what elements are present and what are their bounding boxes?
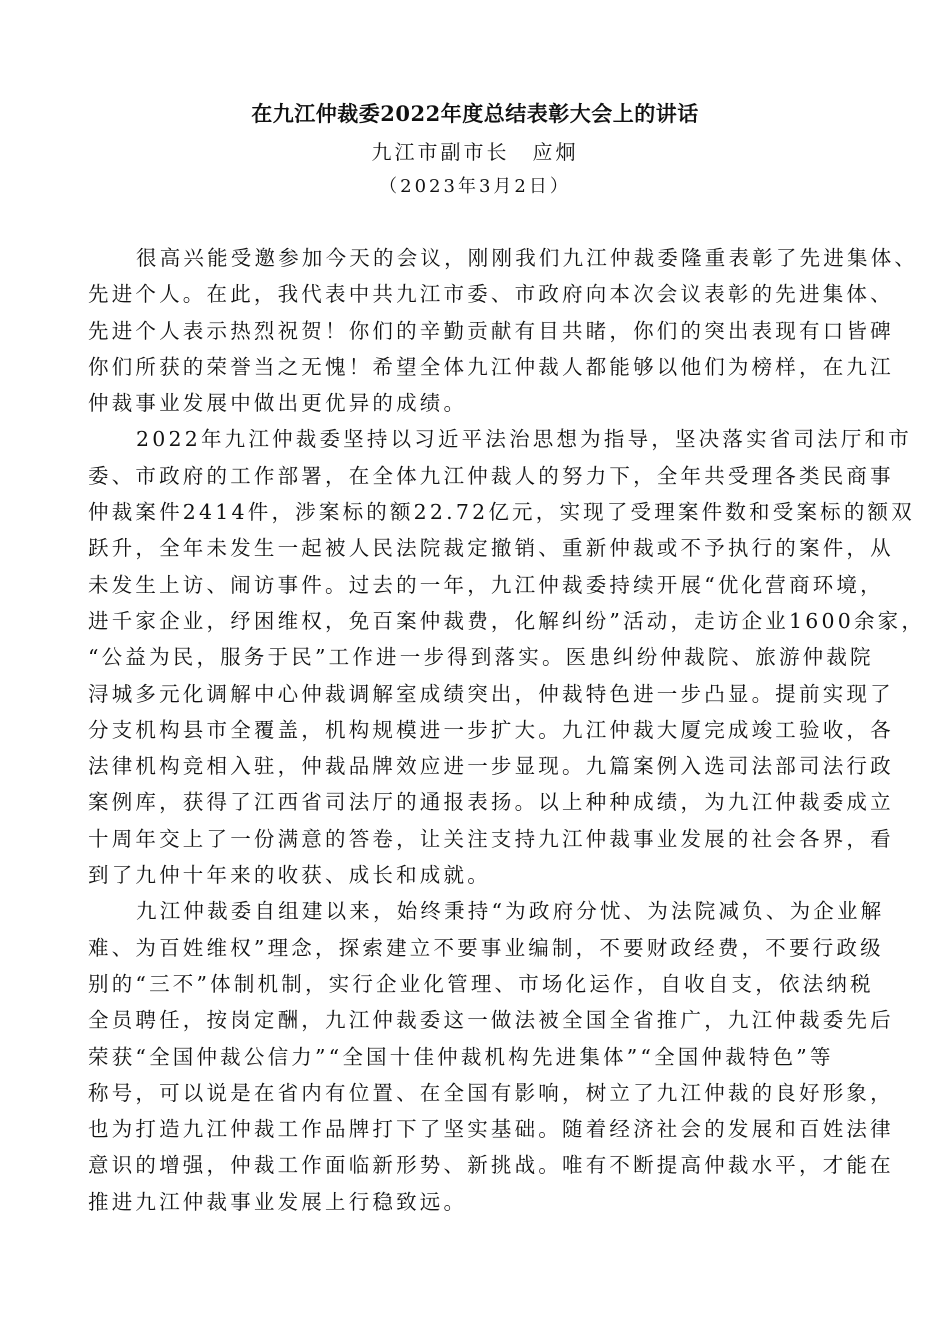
paragraph-line: 荣获“全国仲裁公信力”“全国十佳仲裁机构先进集体”“全国仲裁特色”等 bbox=[88, 1044, 834, 1069]
paragraph-line: 意识的增强，仲裁工作面临新形势、新挑战。唯有不断提高仲裁水平，才能在 bbox=[88, 1153, 894, 1178]
paragraph-line: 案例库，获得了江西省司法厅的通报表扬。以上种种成绩，为九江仲裁委成立 bbox=[88, 790, 894, 815]
paragraph-line: 九江仲裁委自组建以来，始终秉持“为政府分忧、为法院减负、为企业解 bbox=[136, 899, 885, 924]
paragraph-line: 跃升，全年未发生一起被人民法院裁定撤销、重新仲裁或不予执行的案件，从 bbox=[88, 536, 894, 561]
paragraph-line: “公益为民，服务于民”工作进一步得到落实。医患纠纷仲裁院、旅游仲裁院 bbox=[88, 645, 874, 670]
paragraph-line: 难、为百姓维权”理念，探索建立不要事业编制，不要财政经费，不要行政级 bbox=[88, 935, 884, 960]
document-body bbox=[88, 240, 926, 1220]
paragraph-line: 未发生上访、闹访事件。过去的一年，九江仲裁委持续开展“优化营商环境， bbox=[88, 572, 884, 597]
paragraph-line: 2022年九江仲裁委坚持以习近平法治思想为指导，坚决落实省司法厅和市 bbox=[136, 427, 912, 452]
speaker-line: 九江市副市长 应炯 bbox=[371, 140, 579, 164]
paragraph-line: 先进个人表示热烈祝贺！你们的辛勤贡献有目共睹，你们的突出表现有口皆碑 bbox=[88, 318, 894, 343]
paragraph-line: 先进个人。在此，我代表中共九江市委、市政府向本次会议表彰的先进集体、 bbox=[88, 282, 894, 307]
paragraph-line: 也为打造九江仲裁工作品牌打下了坚实基础。随着经济社会的发展和百姓法律 bbox=[88, 1117, 894, 1142]
speech-date: （2023年3月2日） bbox=[379, 176, 571, 197]
paragraph-line: 委、市政府的工作部署，在全体九江仲裁人的努力下，全年共受理各类民商事 bbox=[88, 463, 894, 488]
paragraph-line: 法律机构竞相入驻，仲裁品牌效应进一步显现。九篇案例入选司法部司法行政 bbox=[88, 754, 894, 779]
paragraph-line: 别的“三不”体制机制，实行企业化管理、市场化运作，自收自支，依法纳税 bbox=[88, 971, 874, 996]
document-title: 在九江仲裁委2022年度总结表彰大会上的讲话 bbox=[251, 101, 699, 126]
paragraph-line: 仲裁事业发展中做出更优异的成绩。 bbox=[88, 391, 468, 416]
paragraph bbox=[88, 240, 919, 421]
paragraph-line: 很高兴能受邀参加今天的会议，刚刚我们九江仲裁委隆重表彰了先进集体、 bbox=[136, 246, 919, 270]
paragraph-line: 仲裁案件2414件，涉案标的额22.72亿元，实现了受理案件数和受案标的额双 bbox=[88, 500, 915, 525]
paragraph-line: 分支机构县市全覆盖，机构规模进一步扩大。九江仲裁大厦完成竣工验收，各 bbox=[88, 717, 894, 742]
paragraph-line: 进千家企业，纾困维权，免百案仲裁费，化解纠纷”活动，走访企业1600余家， bbox=[88, 608, 926, 633]
paragraph-line: 推进九江仲裁事业发展上行稳致远。 bbox=[88, 1189, 468, 1214]
paragraph-line: 你们所获的荣誉当之无愧！希望全体九江仲裁人都能够以他们为榜样，在九江 bbox=[88, 354, 894, 379]
paragraph-line: 浔城多元化调解中心仲裁调解室成绩突出，仲裁特色进一步凸显。提前实现了 bbox=[88, 681, 894, 706]
paragraph-line: 称号，可以说是在省内有位置、在全国有影响，树立了九江仲裁的良好形象， bbox=[88, 1080, 894, 1105]
paragraph bbox=[88, 421, 926, 893]
paragraph-line: 全员聘任，按岗定酬，九江仲裁委这一做法被全国全省推广，九江仲裁委先后 bbox=[88, 1008, 894, 1033]
paragraph-line: 十周年交上了一份满意的答卷，让关注支持九江仲裁事业发展的社会各界，看 bbox=[88, 826, 894, 851]
paragraph-line: 到了九仲十年来的收获、成长和成就。 bbox=[88, 863, 491, 888]
paragraph bbox=[88, 893, 894, 1220]
